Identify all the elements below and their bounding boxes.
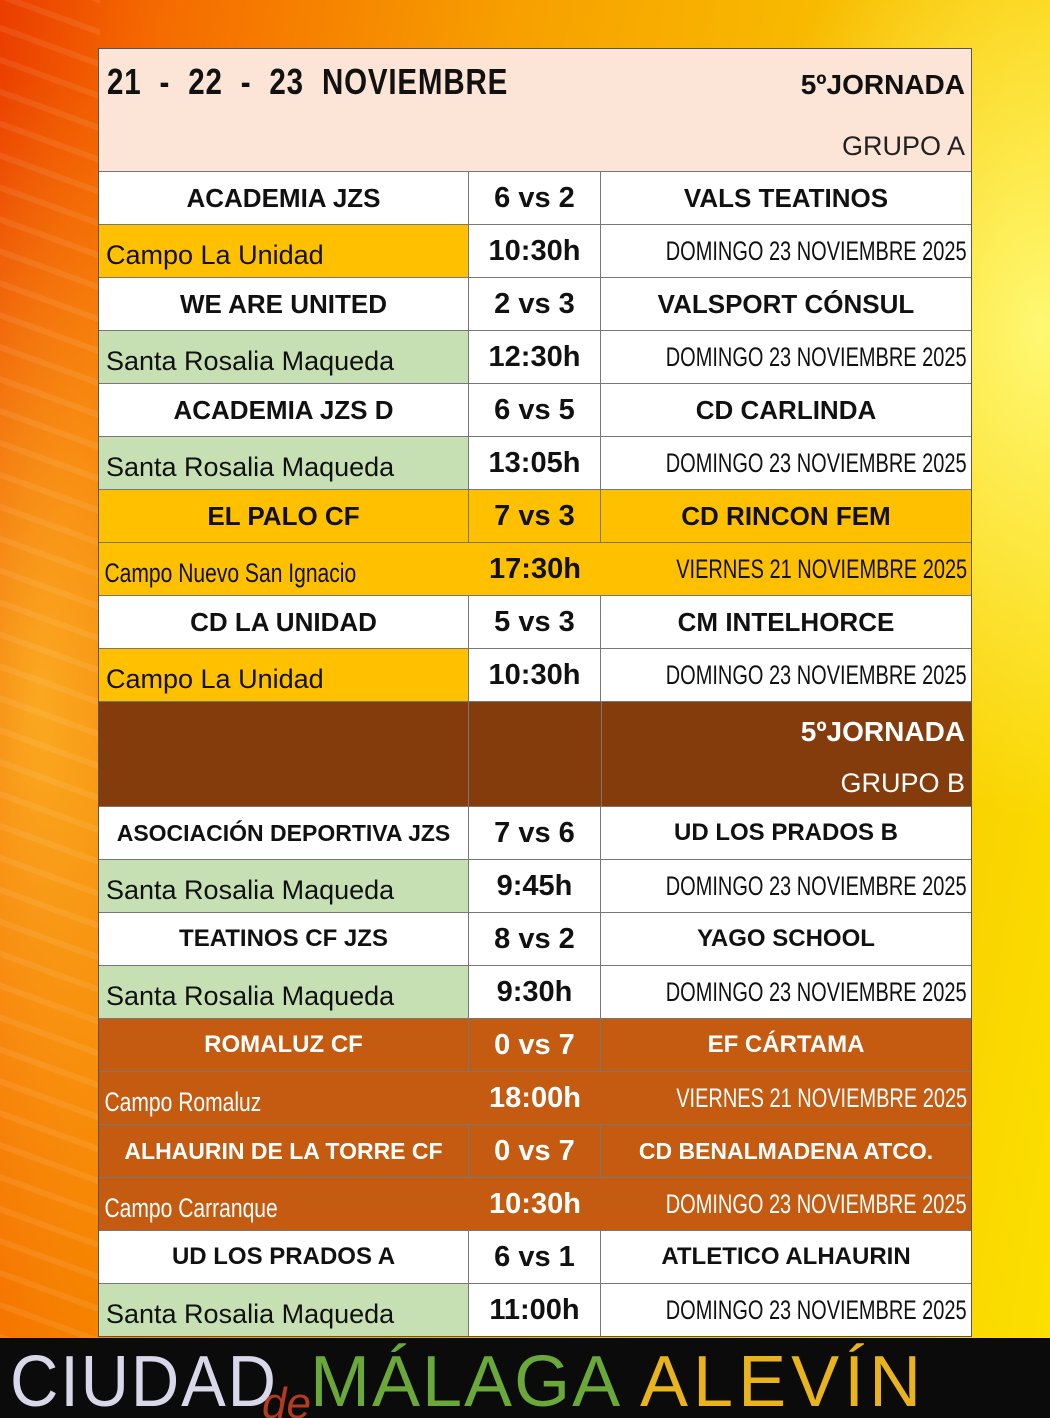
jornada-label: 5ºJORNADA [800,69,965,100]
match-time: 11:00h [469,1284,601,1336]
match-venue: Santa Rosalia Maqueda [99,966,469,1018]
match-score: 6 vs 2 [469,172,601,224]
match-score: 5 vs 3 [469,596,601,648]
home-team: CD LA UNIDAD [99,596,469,648]
match-date-cell [601,437,971,489]
match-venue: Santa Rosalia Maqueda [99,860,469,912]
match-date: DOMINGO 23 NOVIEMBRE 2025 [666,1294,967,1325]
home-team: EL PALO CF [99,490,469,542]
match-row [99,1019,971,1072]
match-time: 10:30h [469,649,601,701]
match-row [99,913,971,966]
match-score: 0 vs 7 [469,1019,601,1071]
background-decoration [0,0,100,1340]
match-date-cell [601,1284,971,1336]
home-team: ALHAURIN DE LA TORRE CF [99,1125,469,1177]
banner-alevin: ALEVÍN [640,1342,927,1418]
separator-cell [99,702,469,806]
home-team: WE ARE UNITED [99,278,469,330]
match-venue: Santa Rosalia Maqueda [99,437,469,489]
match-row [99,172,971,225]
match-score: 2 vs 3 [469,278,601,330]
match-row [99,807,971,860]
match-date-cell [601,1072,971,1124]
home-team: ACADEMIA JZS D [99,384,469,436]
match-row [99,490,971,543]
match-score: 0 vs 7 [469,1125,601,1177]
match-date: DOMINGO 23 NOVIEMBRE 2025 [666,341,967,372]
table-header [99,49,971,172]
match-date-cell [601,649,971,701]
away-team: VALSPORT CÓNSUL [657,288,915,319]
group-b-label: GRUPO B [840,768,966,798]
match-row [99,278,971,331]
banner-malaga: MÁLAGA [310,1342,623,1418]
home-team: ROMALUZ CF [99,1019,469,1071]
match-info-row [99,1072,971,1125]
match-date-cell [601,331,971,383]
match-venue: Campo Romaluz [104,1086,262,1117]
match-info-row [99,331,971,384]
match-time: 12:30h [469,331,601,383]
match-time: 17:30h [489,552,581,585]
match-info-row [99,649,971,702]
away-team: ATLETICO ALHAURIN [661,1243,911,1270]
match-date-cell [601,860,971,912]
away-team: CD RINCON FEM [681,500,891,531]
match-date: DOMINGO 23 NOVIEMBRE 2025 [666,1188,967,1219]
group-a-label: GRUPO A [841,131,965,161]
separator-cell [602,702,971,806]
match-venue: Santa Rosalia Maqueda [99,331,469,383]
home-team: ASOCIACIÓN DEPORTIVA JZS [99,807,469,859]
away-team: CD CARLINDA [695,394,877,425]
match-venue: Campo Carranque [104,1192,278,1223]
match-info-row [99,1178,971,1231]
jornada-label: 5ºJORNADA [800,716,966,747]
match-row [99,596,971,649]
away-team: EF CÁRTAMA [707,1031,865,1058]
match-time: 9:30h [469,966,601,1018]
match-venue: Campo La Unidad [99,649,469,701]
match-info-row [99,225,971,278]
match-info-row [99,543,971,596]
match-date: DOMINGO 23 NOVIEMBRE 2025 [666,870,967,901]
match-time: 13:05h [469,437,601,489]
home-team: TEATINOS CF JZS [99,913,469,965]
away-team: CM INTELHORCE [677,606,895,637]
match-date: VIERNES 21 NOVIEMBRE 2025 [676,1082,967,1113]
match-row [99,1231,971,1284]
home-team: ACADEMIA JZS [99,172,469,224]
match-time: 18:00h [489,1081,581,1114]
match-venue: Campo La Unidad [99,225,469,277]
away-team: YAGO SCHOOL [697,925,875,952]
match-date: DOMINGO 23 NOVIEMBRE 2025 [666,447,967,478]
match-venue: Santa Rosalia Maqueda [99,1284,469,1336]
match-venue: Campo Nuevo San Ignacio [104,557,357,588]
fixtures-table [98,48,972,1337]
banner-de: de [262,1379,311,1418]
match-score: 6 vs 5 [469,384,601,436]
match-row [99,1125,971,1178]
match-date: DOMINGO 23 NOVIEMBRE 2025 [666,235,967,266]
banner-ciudad: CIUDAD [10,1342,278,1418]
match-date-cell [601,966,971,1018]
match-date: DOMINGO 23 NOVIEMBRE 2025 [666,976,967,1007]
match-score: 8 vs 2 [469,913,601,965]
match-date-cell [601,543,971,595]
match-time: 9:45h [469,860,601,912]
match-info-row [99,1284,971,1336]
match-date: VIERNES 21 NOVIEMBRE 2025 [676,553,967,584]
away-team: UD LOS PRADOS B [673,819,898,846]
match-time: 10:30h [489,1187,581,1220]
away-team: CD BENALMADENA ATCO. [638,1137,934,1164]
away-team: VALS TEATINOS [683,182,889,213]
separator-cell [469,702,602,806]
group-b-header [99,702,971,807]
match-info-row [99,966,971,1019]
match-info-row [99,437,971,490]
match-score: 7 vs 3 [469,490,601,542]
match-score: 7 vs 6 [469,807,601,859]
match-date-cell [601,225,971,277]
match-date-cell [601,1178,971,1230]
match-info-row [99,860,971,913]
match-date: DOMINGO 23 NOVIEMBRE 2025 [666,659,967,690]
match-row [99,384,971,437]
home-team: UD LOS PRADOS A [99,1231,469,1283]
match-time: 10:30h [469,225,601,277]
match-score: 6 vs 1 [469,1231,601,1283]
tournament-banner [0,1338,1050,1418]
matchday-dates: 21 - 22 - 23 NOVIEMBRE [107,61,509,102]
